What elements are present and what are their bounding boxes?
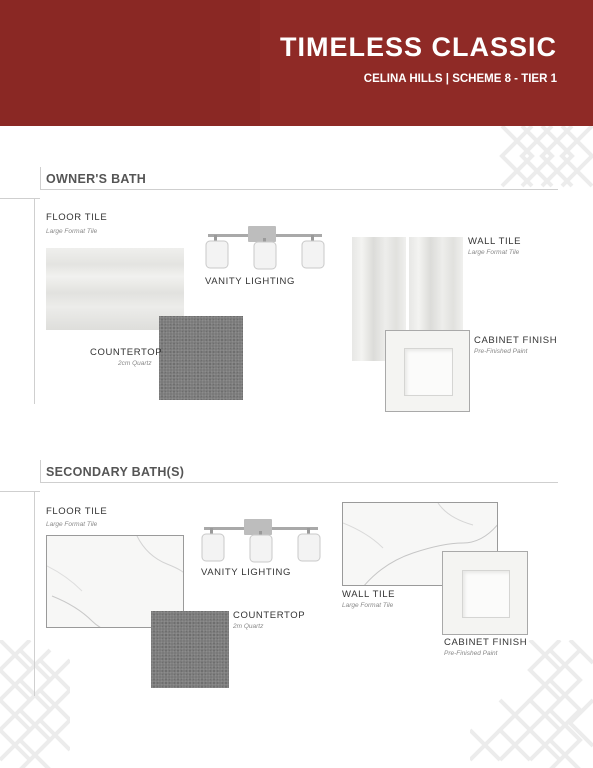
divider xyxy=(34,198,35,404)
cabinet-finish-swatch xyxy=(385,330,470,412)
wall-tile-spec: Large Format Tile xyxy=(342,602,394,609)
divider xyxy=(40,189,558,190)
wall-tile-spec: Large Format Tile xyxy=(468,249,520,256)
wall-tile-label: WALL TILE xyxy=(468,236,522,247)
vanity-light-fixture-icon xyxy=(200,517,322,563)
lattice-pattern-icon xyxy=(492,126,593,190)
floor-tile-spec: Large Format Tile xyxy=(46,521,98,528)
header-banner xyxy=(0,0,593,126)
cabinet-finish-label: CABINET FINISH xyxy=(444,637,528,648)
divider xyxy=(40,460,41,482)
cabinet-finish-spec: Pre-Finished Paint xyxy=(474,348,528,355)
divider xyxy=(40,482,558,483)
page-title: TIMELESS CLASSIC xyxy=(279,32,557,62)
lattice-pattern-icon xyxy=(470,640,593,768)
divider xyxy=(40,167,41,189)
owners-bath-heading: OWNER'S BATH xyxy=(46,172,147,186)
countertop-label: COUNTERTOP xyxy=(233,610,306,621)
floor-tile-label: FLOOR TILE xyxy=(46,212,108,223)
vanity-light-fixture-icon xyxy=(204,224,326,270)
floor-tile-spec: Large Format Tile xyxy=(46,228,98,235)
vanity-lighting-label: VANITY LIGHTING xyxy=(205,276,295,287)
vanity-lighting-label: VANITY LIGHTING xyxy=(201,567,291,578)
lattice-pattern-icon xyxy=(0,640,70,768)
page-subtitle: CELINA HILLS | SCHEME 8 - TIER 1 xyxy=(363,73,557,85)
divider xyxy=(34,491,35,696)
cabinet-finish-label: CABINET FINISH xyxy=(474,335,558,346)
cabinet-door-panel xyxy=(404,348,453,396)
countertop-label: COUNTERTOP xyxy=(90,347,163,358)
countertop-spec: 2m Quartz xyxy=(233,623,264,630)
secondary-bath-heading: SECONDARY BATH(S) xyxy=(46,465,185,479)
cabinet-door-panel xyxy=(462,570,510,618)
cabinet-finish-spec: Pre-Finished Paint xyxy=(444,650,498,657)
floor-tile-label: FLOOR TILE xyxy=(46,506,108,517)
countertop-swatch xyxy=(159,316,243,400)
cabinet-finish-swatch xyxy=(442,551,528,635)
countertop-spec: 2cm Quartz xyxy=(118,360,152,367)
banner-shade xyxy=(0,0,260,126)
countertop-swatch xyxy=(151,611,229,688)
wall-tile-label: WALL TILE xyxy=(342,589,396,600)
